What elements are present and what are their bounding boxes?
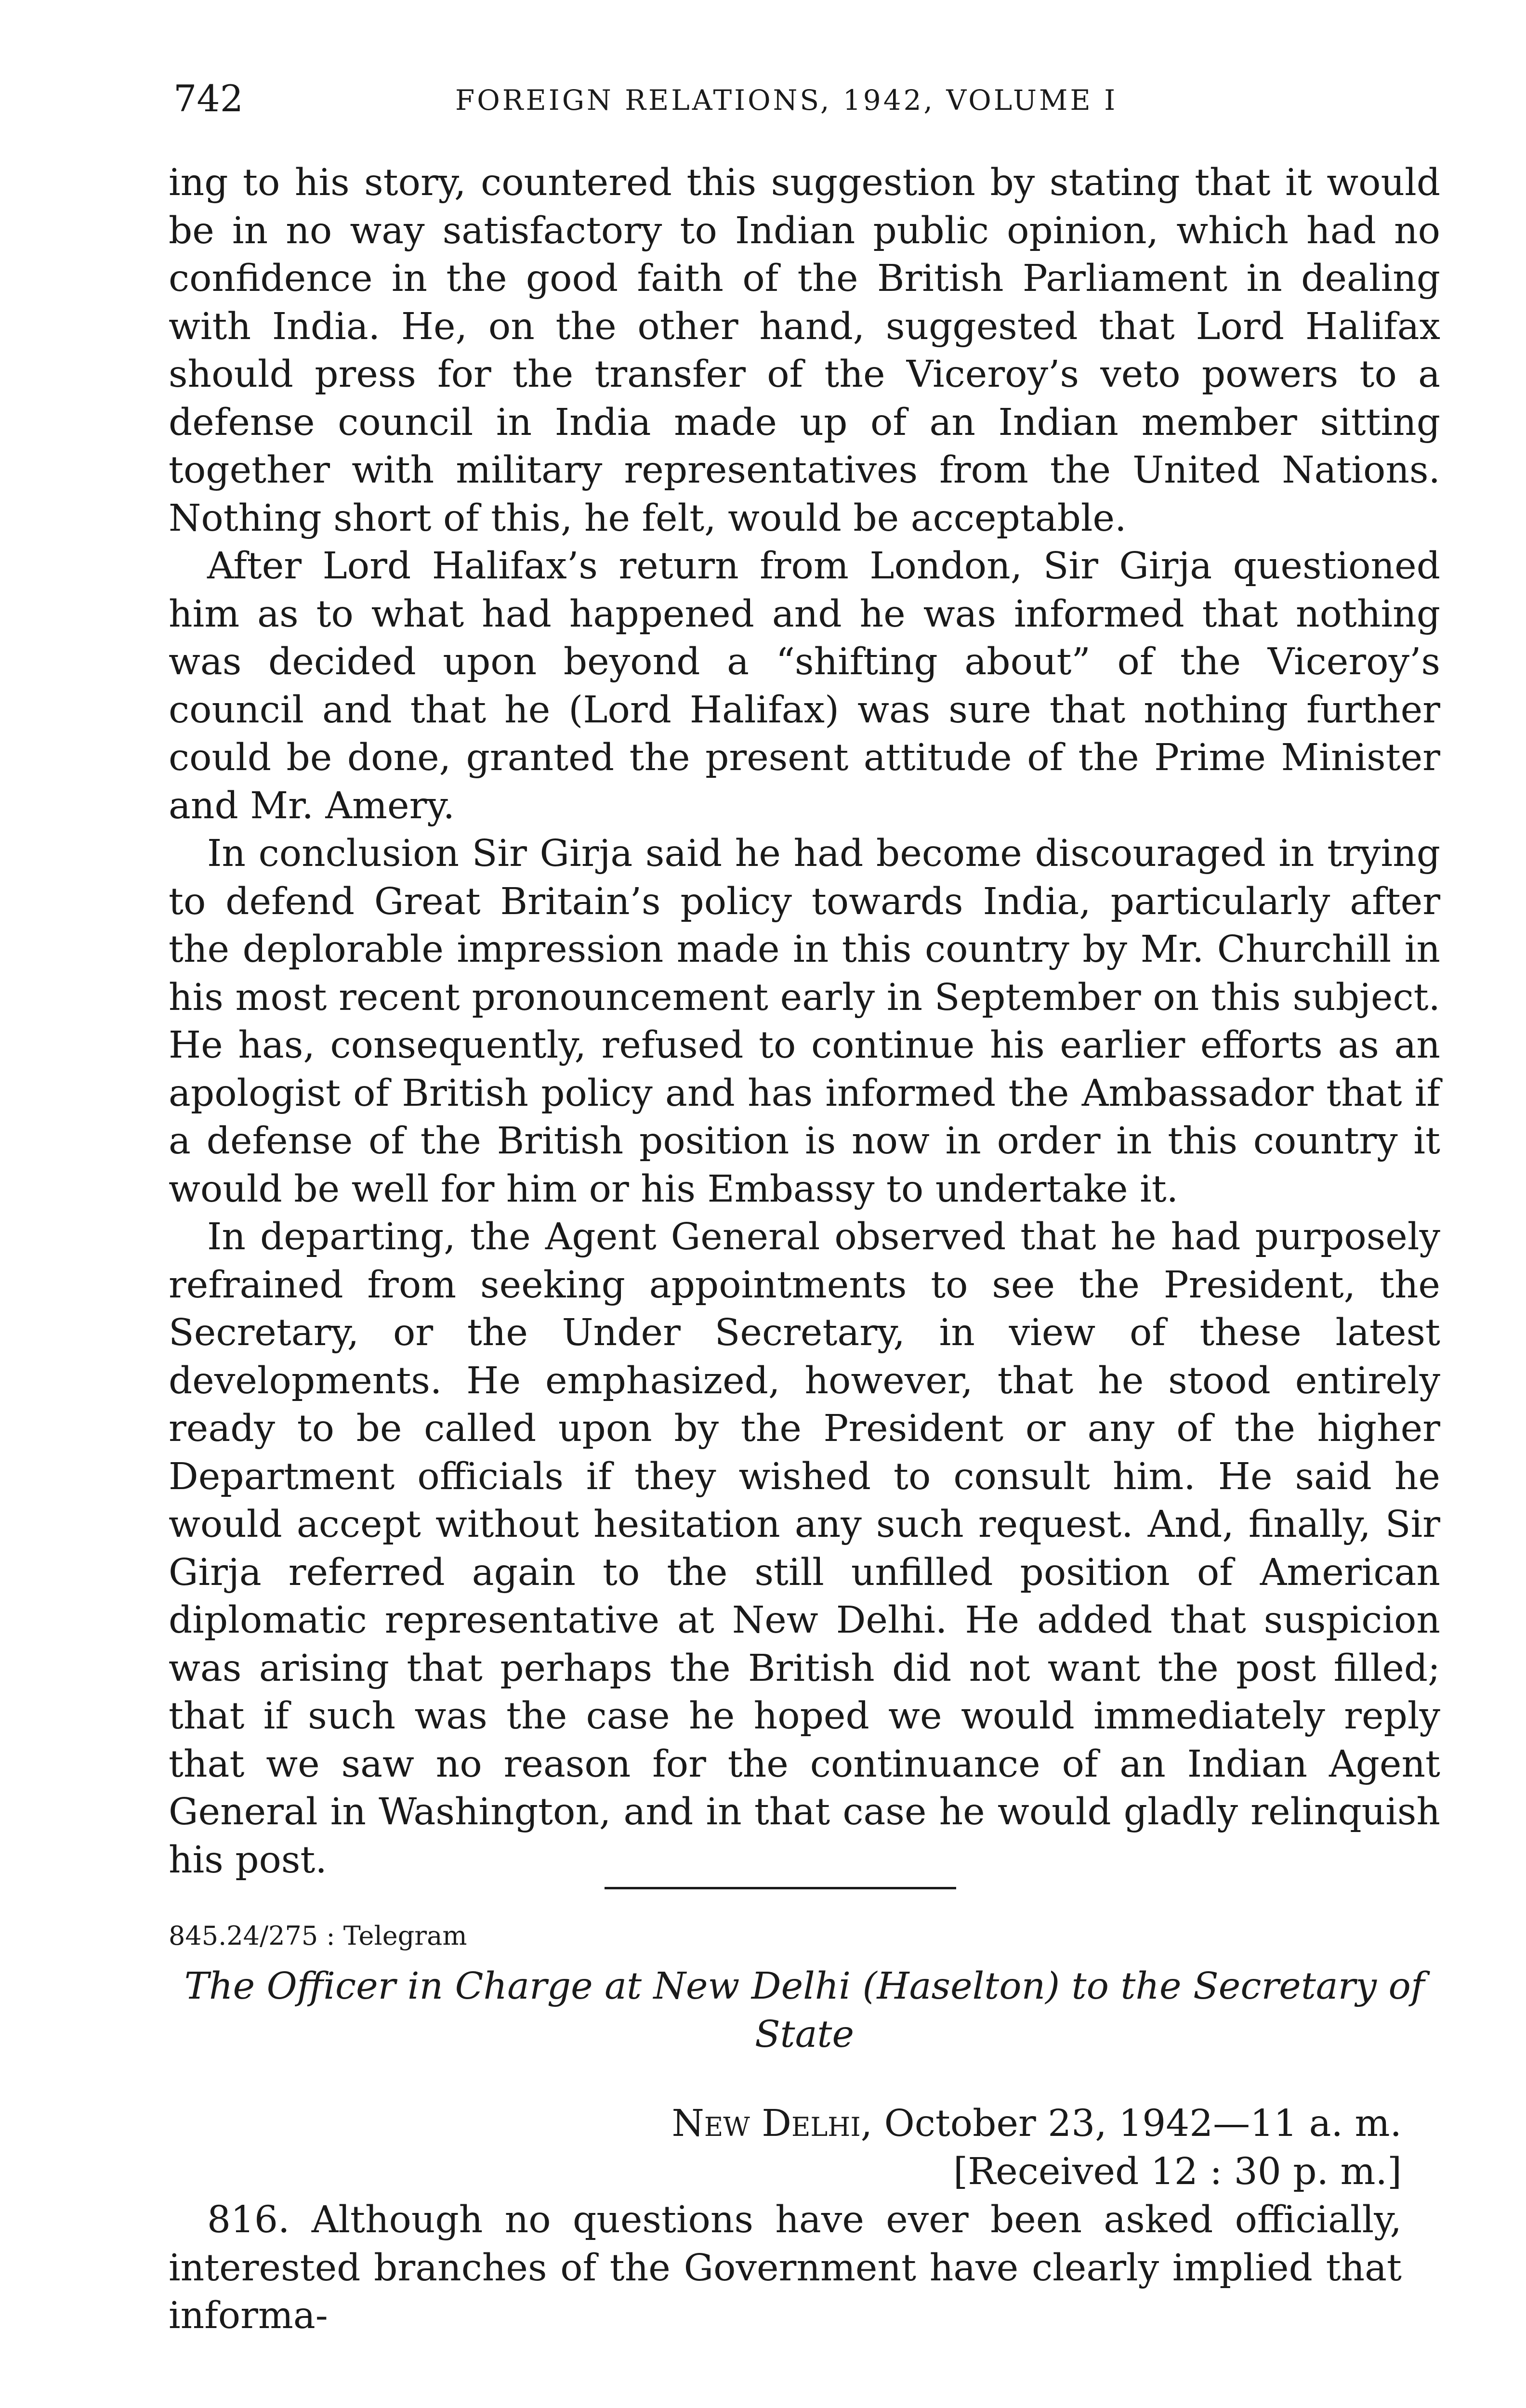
paragraph-conclusion: In conclusion Sir Girja said he had become discouraged in trying to defend Great Britain’s policy towards India, particularly after the deplorable impression made in this country by Mr. Churchill in his most recent pronouncement early in September on this subject. He has, consequently, refused to continue his earlier efforts as an apologist of British policy and has informed the Ambassador that if a defense of the British position is now in order in this country it would be well for him or his Embassy to undertake it.	[169, 832, 1440, 1211]
document-title: The Officer in Charge at New Delhi (Haselton) to the Secretary of State	[184, 1965, 1425, 2056]
paragraph-departing: In departing, the Agent General observed that he had purposely refrained from seeking appointments to see the President, the Secretary, or the Under Secretary, in view of these latest developments. He emphasized, however, that he stood entirely ready to be called upon by the President or any of the higher Department officials if they wished to consult him. He said he would accept without hesitation any such request. And, finally, Sir Girja referred again to the still unfilled position of American diplomatic representative at New Delhi. He added that suspicion was arising that perhaps the British did not want the post filled; that if such was the case he hoped we would immediately reply that we saw no reason for the continuance of an Indian Agent General in Washington, and in that case he would gladly relinquish his post.	[169, 1216, 1440, 1882]
dateline-place: New Delhi,	[671, 2102, 873, 2145]
telegram-opening-paragraph: 816. Although no questions have ever been asked officially, interested branches of the Government have clearly implied that informa-	[169, 2199, 1402, 2337]
paragraph-continuation: ing to his story, countered this suggestion by stating that it would be in no way satisfactory to Indian public opinion, which had no confidence in the good faith of the British Parliament in dealing with India. He, on the other hand, suggested that Lord Halifax should press for the transfer of the Viceroy’s veto powers to a defense council in India made up of an Indian member sitting together with military representatives from the United Nations. Nothing short of this, he felt, would be acceptable.	[169, 161, 1440, 540]
body-text	[169, 159, 1440, 1884]
telegram-body	[169, 2196, 1402, 2340]
paragraph-halifax-return: After Lord Halifax’s return from London, Sir Girja questioned him as to what had happened and he was informed that nothing was decided upon beyond a “shifting about” of the Viceroy’s council and that he (Lord Halifax) was sure that nothing further could be done, granted the present attitude of the Prime Minister and Mr. Amery.	[169, 545, 1440, 827]
dateline	[169, 2100, 1402, 2148]
running-head-title: FOREIGN RELATIONS, 1942, VOLUME I	[455, 84, 1118, 117]
running-head	[173, 72, 1426, 125]
file-reference: 845.24/275 : Telegram	[169, 1921, 467, 1951]
page-number: 742	[173, 77, 244, 120]
dateline-date: October 23, 1942—11 a. m.	[872, 2102, 1402, 2145]
received-time: [Received 12 : 30 p. m.]	[953, 2150, 1402, 2193]
section-divider	[605, 1887, 956, 1889]
